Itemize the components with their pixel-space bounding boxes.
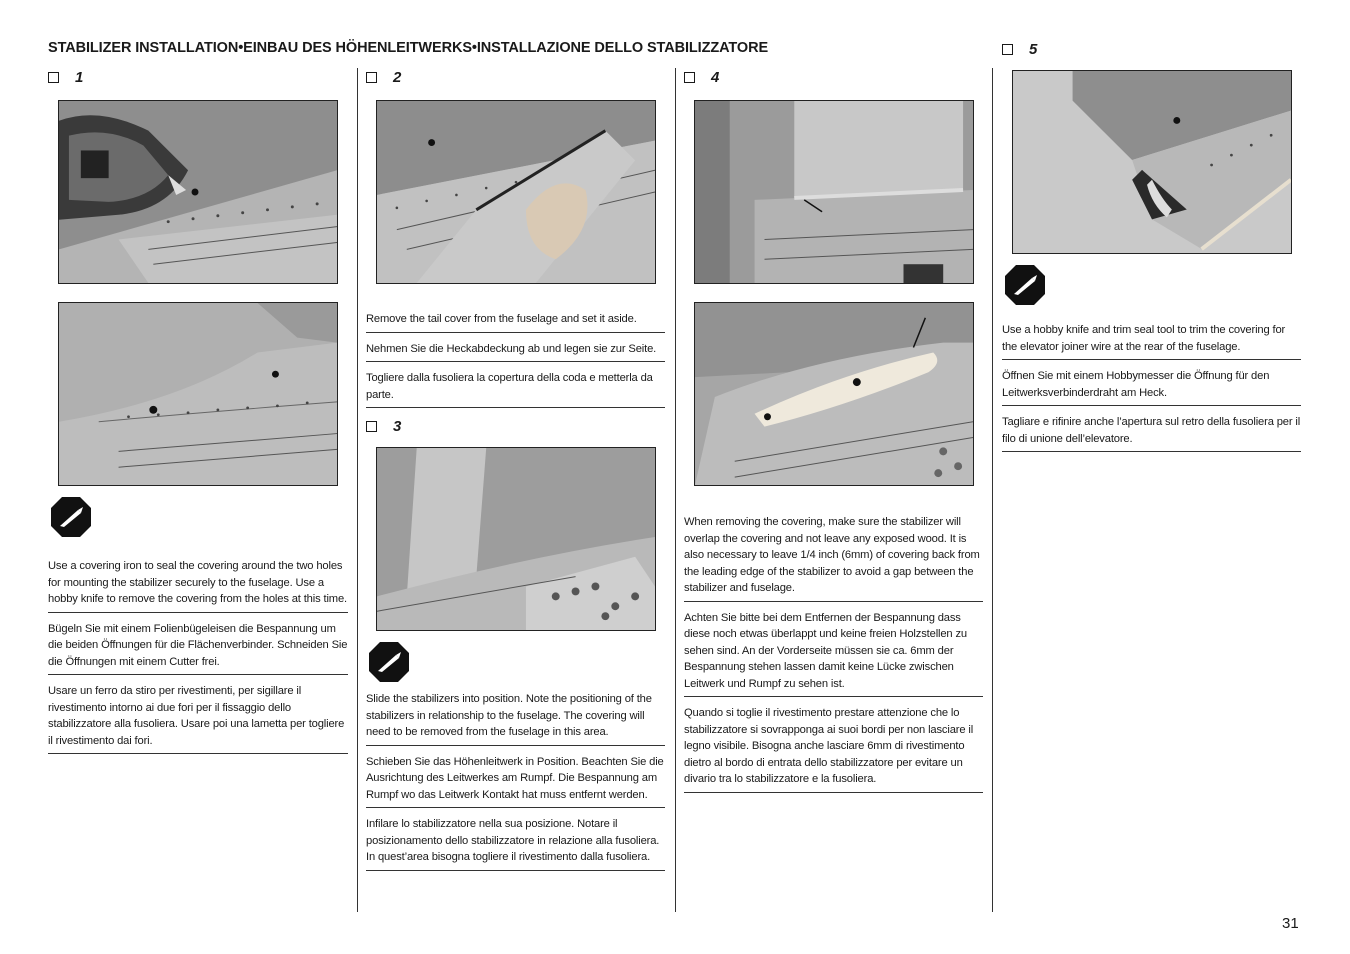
step-3-photo <box>376 447 656 631</box>
step-2-text-it: Togliere dalla fusoliera la copertura della coda e metterla da parte. <box>366 368 665 408</box>
step-heading <box>48 66 348 88</box>
step-3-text-en: Slide the stabilizers into position. Note the positioning of the stabilizers in relationship to the fuselage. The covering will need to be removed from the fuselage in this area. <box>366 689 665 746</box>
step-4-text-de: Achten Sie bitte bei dem Entfernen der Bespannung dass diese noch etwas überlappt und keine freien Holzstellen zu sehen sind. An der Vorderseite müssen sie ca. 6mm der Bespannung stehen lassen damit keine Lücke zwischen Leitwerk und Rumpf zu sehen ist. <box>684 608 983 698</box>
hobby-knife-icon <box>50 496 92 538</box>
step-4-photo-a <box>694 100 974 284</box>
hobby-knife-icon <box>368 641 410 683</box>
page-number: 31 <box>1282 915 1299 932</box>
step-4-text-it: Quando si toglie il rivestimento prestare attenzione che lo stabilizzatore si sovrapponga ai suoi bordi per non lasciare il legno visibile. Bisogna anche lasciare 6mm di rivestimento dietro al bordo di entrata dello stabilizzatore per evitare un divario tra lo stabilizzatore e la fusoliera. <box>684 703 983 793</box>
step-number: 1 <box>75 68 84 86</box>
step-1-text-it: Usare un ferro da stiro per rivestimenti, per sigillare il rivestimento intorno ai due fori per il fissaggio dello stabilizzatore alla fusoliera. Usare poi una lametta per togliere il rivestimento dai fori. <box>48 681 348 754</box>
step-1-photo-b <box>58 302 338 486</box>
step-5-text-it: Tagliare e rifinire anche l’apertura sul retro della fusoliera per il filo di unione dell’elevatore. <box>1002 412 1301 452</box>
step-4-photo-b <box>694 302 974 486</box>
step-1-photo-a <box>58 100 338 284</box>
column-divider <box>675 68 676 912</box>
step-2-photo <box>376 100 656 284</box>
step-number: 5 <box>1029 40 1038 58</box>
page-title: STABILIZER INSTALLATION•EINBAU DES HÖHENLEITWERKS•INSTALLAZIONE DELLO STABILIZZATORE <box>48 40 769 56</box>
column-step-4 <box>684 66 983 799</box>
checkbox-icon[interactable] <box>1002 44 1013 55</box>
step-4-text-en: When removing the covering, make sure the stabilizer will overlap the covering and not leave any exposed wood. It is also necessary to leave 1/4 inch (6mm) of covering back from the leading edge of the stabilizer to avoid a gap between the stabilizer and fuselage. <box>684 512 983 602</box>
step-heading <box>366 415 665 437</box>
checkbox-icon[interactable] <box>48 72 59 83</box>
step-number: 3 <box>393 417 402 435</box>
step-2-text-en: Remove the tail cover from the fuselage and set it aside. <box>366 309 665 333</box>
step-5-text-de: Öffnen Sie mit einem Hobbymesser die Öffnung für den Leitwerksverbinderdraht am Heck. <box>1002 366 1301 406</box>
step-number: 4 <box>711 68 720 86</box>
checkbox-icon[interactable] <box>366 72 377 83</box>
step-1-text-en: Use a covering iron to seal the covering around the two holes for mounting the stabilizer securely to the fuselage. Use a hobby knife to remove the covering from the holes at this time. <box>48 556 348 613</box>
step-5-photo <box>1012 70 1292 254</box>
step-3-text-it: Infilare lo stabilizzatore nella sua posizione. Notare il posizionamento dello stabilizzatore in relazione alla fusoliera. In quest’area bisogna togliere il rivestimento dalla fusoliera. <box>366 814 665 871</box>
column-step-1 <box>48 66 348 760</box>
column-step-5 <box>1002 38 1301 458</box>
column-divider <box>992 68 993 912</box>
step-2-text-de: Nehmen Sie die Heckabdeckung ab und legen sie zur Seite. <box>366 339 665 363</box>
step-heading <box>684 66 983 88</box>
checkbox-icon[interactable] <box>366 421 377 432</box>
step-1-text-de: Bügeln Sie mit einem Folienbügeleisen die Bespannung um die beiden Öffnungen für die Flächenverbinder. Schneiden Sie die Öffnungen mit einem Cutter frei. <box>48 619 348 676</box>
step-5-text-en: Use a hobby knife and trim seal tool to trim the covering for the elevator joiner wire at the rear of the fuselage. <box>1002 320 1301 360</box>
step-heading <box>1002 38 1301 60</box>
step-heading <box>366 66 665 88</box>
hobby-knife-icon <box>1004 264 1046 306</box>
column-step-2-3 <box>366 66 665 877</box>
column-divider <box>357 68 358 912</box>
step-3-text-de: Schieben Sie das Höhenleitwerk in Position. Beachten Sie die Ausrichtung des Leitwerkes am Rumpf. Die Bespannung am Rumpf wo das Leitwerk Kontakt hat muss entfernt werden. <box>366 752 665 809</box>
step-number: 2 <box>393 68 402 86</box>
checkbox-icon[interactable] <box>684 72 695 83</box>
